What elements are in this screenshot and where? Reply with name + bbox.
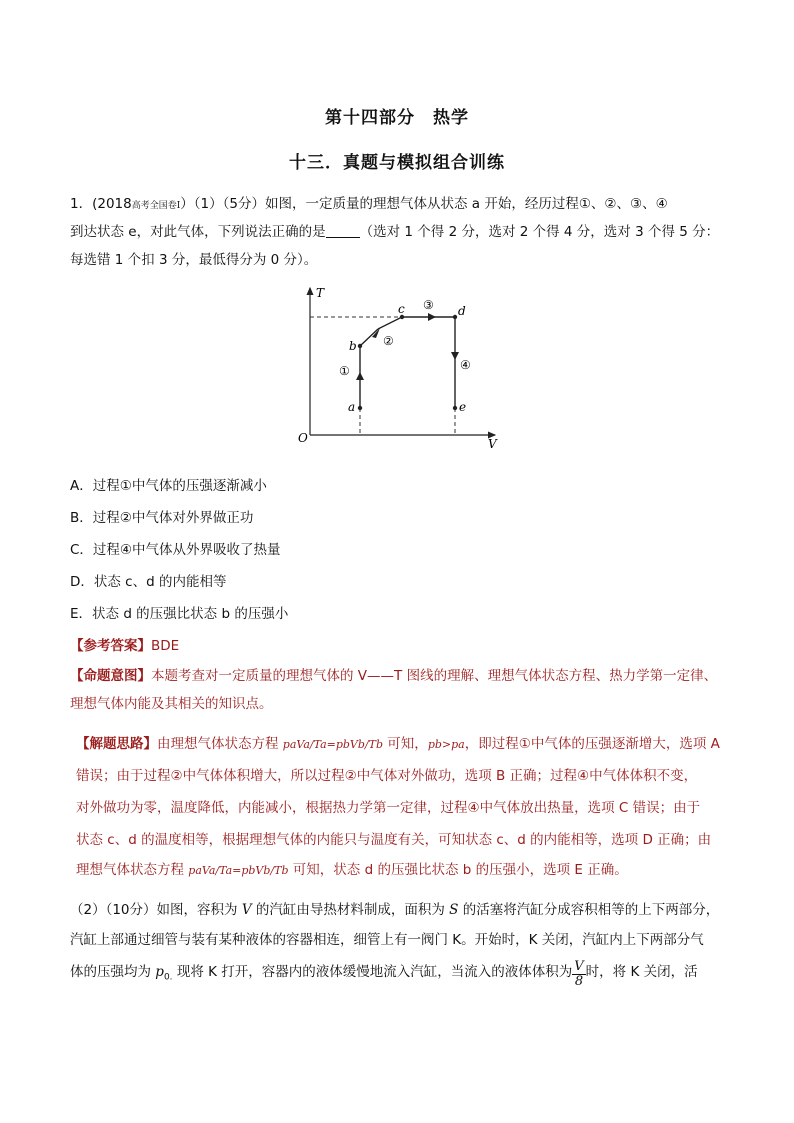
q2-var-p-subscript: 0. — [163, 972, 173, 983]
q2-fraction-den: 8 — [574, 974, 584, 989]
process-label-1: ① — [339, 364, 350, 378]
solution-line3: 对外做功为零，温度降低，内能减小，根据热力学第一定律，过程④中气体放出热量，选项 C 错误；由于 — [76, 800, 701, 816]
intent-text-a: 本题考查对一定质量的理想气体的 V——T 图线的理解、理想气体状态方程、热力学第一定律、 — [151, 668, 718, 684]
solution-formula-1: paVa/Ta=pbVb/Tb — [282, 738, 384, 751]
solution-text-1c: ，即过程①中气体的压强逐渐增大，选项 A — [464, 736, 720, 752]
question-intro-a: ）（1）（5分）如图，一定质量的理想气体从状态 a 开始，经历过程①、②、③、④ — [180, 196, 668, 212]
question-number: 1．(2018 — [70, 196, 132, 212]
option-c: C．过程④中气体从外界吸收了热量 — [70, 542, 281, 558]
q2-text-3b: 现将 K 打开，容器内的液体缓慢地流入汽缸，当流入的液体体积为 — [172, 964, 573, 980]
q2-text-1c: 的活塞将汽缸分成容积相等的上下两部分， — [458, 902, 720, 918]
q2-text-1a: （2）（10分）如图，容积为 — [70, 902, 242, 918]
process-2b-line — [378, 317, 402, 329]
process-3-arrow — [428, 313, 436, 321]
process-4-arrow — [451, 352, 459, 360]
vt-diagram — [290, 280, 510, 450]
question-intro-c: （选对 1 个得 2 分，选对 2 个得 4 分，选对 3 个得 5 分： — [359, 224, 720, 240]
solution-line2: 错误；由于过程②中气体体积增大，所以过程②中气体对外做功，选项 B 正确；过程④中气体体积不变， — [76, 768, 698, 784]
question1-line2 — [70, 220, 719, 240]
solution-formula-2: pb>pa — [427, 738, 465, 751]
q2-text-3a: 体的压强均为 — [70, 964, 156, 980]
option-a: A．过程①中气体的压强逐渐减小 — [70, 478, 267, 494]
answer-value: BDE — [151, 638, 180, 654]
solution-line1 — [76, 732, 720, 752]
state-label-c: c — [398, 302, 405, 316]
solution-formula-3: paVa/Ta=pbVb/Tb — [188, 864, 289, 877]
q2-var-s: S — [449, 902, 459, 918]
process-label-4: ④ — [460, 358, 471, 372]
state-label-d: d — [458, 304, 466, 318]
process-label-3: ③ — [423, 298, 434, 312]
question1-line3: 每选错 1 个扣 3 分，最低得分为 0 分）。 — [70, 252, 318, 268]
axis-label-v: V — [488, 437, 497, 450]
question2-line1 — [70, 898, 719, 918]
intent-line1 — [70, 664, 717, 684]
option-d: D．状态 c、d 的内能相等 — [70, 574, 227, 590]
question-source: 高考全国卷Ⅰ — [131, 201, 181, 211]
solution-text-5a: 理想气体状态方程 — [76, 862, 189, 878]
q2-text-1b: 的汽缸由导热材料制成，面积为 — [251, 902, 450, 918]
solution-label: 【解题思路】 — [76, 736, 157, 752]
solution-text-5b: 可知，状态 d 的压强比状态 b 的压强小，选项 E 正确。 — [288, 862, 628, 878]
answer-label: 【参考答案】 — [70, 638, 151, 654]
part-title: 第十四部分 热学 — [325, 108, 469, 128]
solution-line5 — [76, 858, 628, 878]
answer-blank — [326, 225, 360, 238]
state-label-a: a — [348, 400, 356, 414]
state-point-d — [453, 315, 457, 319]
state-point-b — [358, 344, 362, 348]
question2-line2: 汽缸上部通过细管与装有某种液体的容器相连，细管上有一阀门 K。开始时，K 关闭，汽缸内上下两部分气 — [70, 932, 704, 948]
q2-fraction — [572, 960, 585, 989]
q2-fraction-num: V — [574, 959, 584, 974]
state-label-e: e — [459, 400, 467, 414]
option-b: B．过程②中气体对外界做正功 — [70, 510, 254, 526]
intent-line2: 理想气体内能及其相关的知识点。 — [70, 696, 273, 712]
intent-label: 【命题意图】 — [70, 668, 151, 684]
axis-label-t: T — [316, 286, 325, 300]
question1-line1 — [70, 192, 668, 212]
state-label-b: b — [349, 339, 357, 353]
question2-line3 — [70, 960, 698, 989]
reference-answer — [70, 634, 179, 654]
state-point-e — [453, 406, 457, 410]
state-point-a — [358, 406, 362, 410]
q2-text-3c: 时，将 K 关闭，活 — [585, 964, 698, 980]
solution-text-1b: 可知， — [383, 736, 428, 752]
section-title: 十三．真题与模拟组合训练 — [289, 153, 505, 173]
option-e: E．状态 d 的压强比状态 b 的压强小 — [70, 606, 289, 622]
solution-text-1a: 由理想气体状态方程 — [157, 736, 283, 752]
process-1-arrow — [356, 372, 364, 380]
origin-label: O — [298, 431, 308, 445]
process-label-2: ② — [383, 334, 394, 348]
q2-var-v: V — [241, 902, 252, 918]
question-intro-b: 到达状态 e，对此气体，下列说法正确的是 — [70, 224, 326, 240]
q2-var-p: p — [155, 964, 164, 980]
solution-line4: 状态 c、d 的温度相等，根据理想气体的内能只与温度有关，可知状态 c、d 的内能相等，选项 D 正确；由 — [76, 832, 712, 848]
